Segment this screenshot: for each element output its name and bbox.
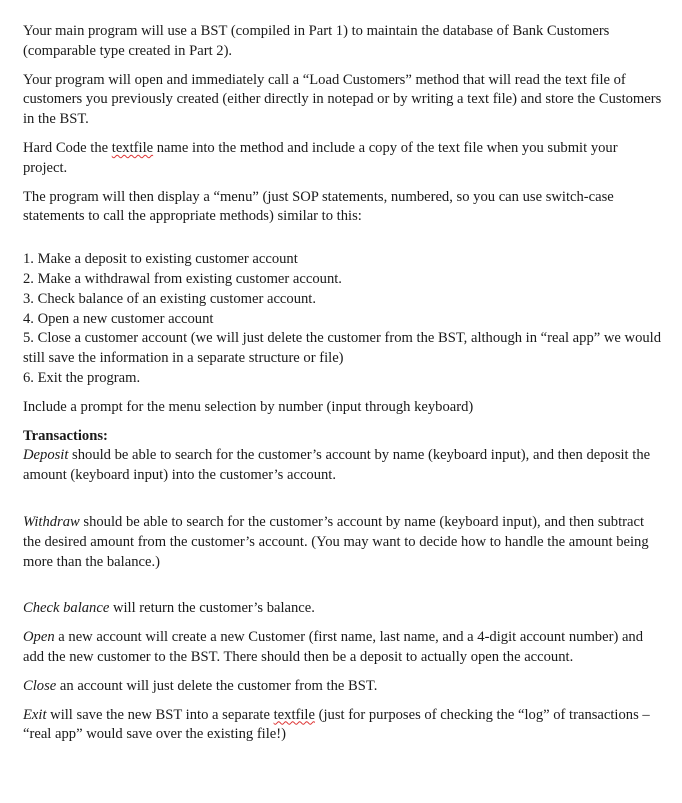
spacer [23, 581, 662, 599]
open-text: a new account will create a new Customer (first name, last name, and a 4-digit account number) and add the new customer to the BST. There should then be a deposit to actually open the account. [23, 629, 644, 665]
close-paragraph [23, 677, 662, 697]
exit-term: Exit [23, 706, 47, 723]
menu-item-withdrawal: 2. Make a withdrawal from existing customer account. [23, 270, 342, 287]
close-term: Close [23, 677, 57, 694]
hardcode-text-after: name into the method and include a copy of the text file when you submit your project. [23, 139, 618, 176]
deposit-term: Deposit [23, 447, 69, 464]
intro-paragraph: Your main program will use a BST (compiled in Part 1) to maintain the database of Bank Customers (comparable type created in Part 2). [23, 23, 610, 59]
check-balance-text: will return the customer’s balance. [109, 600, 315, 617]
deposit-paragraph [23, 447, 650, 483]
spellcheck-word-textfile-2: textfile [273, 706, 315, 723]
menu-item-open-account: 4. Open a new customer account [23, 310, 214, 327]
open-term: Open [23, 629, 55, 646]
menu-item-close-account: 5. Close a customer account (we will just delete the customer from the BST, although in “real app” we would still save the information in a separate structure or file) [23, 330, 662, 367]
spacer [23, 236, 662, 250]
open-paragraph [23, 628, 662, 668]
prompt-paragraph: Include a prompt for the menu selection by number (input through keyboard) [23, 398, 474, 415]
withdraw-text: should be able to search for the customer’s account by name (keyboard input), and then subtract the desired amount from the customer’s account. (You may want to decide how to handle the amount being more than the balance.) [23, 513, 649, 570]
menu-item-deposit: 1. Make a deposit to existing customer account [23, 251, 298, 268]
deposit-text: should be able to search for the customer’s account by name (keyboard input), and then deposit the amount (keyboard input) into the customer’s account. [23, 447, 651, 484]
exit-text-before: will save the new BST into a separate [46, 706, 274, 723]
menu-list [23, 250, 662, 389]
transactions-section [23, 427, 662, 486]
withdraw-paragraph [23, 513, 662, 572]
transactions-heading: Transactions: [23, 427, 108, 444]
menu-intro-paragraph: The program will then display a “menu” (just SOP statements, numbered, so you can use switch-case statements to call the appropriate methods) similar to this: [23, 188, 614, 225]
hardcode-text-before: Hard Code the [23, 139, 112, 156]
exit-paragraph [23, 706, 662, 746]
check-balance-term: Check balance [23, 600, 110, 617]
hardcode-paragraph [23, 139, 662, 179]
load-customers-paragraph: Your program will open and immediately call a “Load Customers” method that will read the text file of customers you previously created (either directly in notepad or by writing a text file) and store the Customers in the BST. [23, 71, 662, 128]
close-text: an account will just delete the customer from the BST. [56, 677, 378, 694]
spacer [23, 495, 662, 513]
menu-item-check-balance: 3. Check balance of an existing customer account. [23, 290, 316, 307]
check-balance-paragraph [23, 599, 662, 619]
exit-text-after: (just for purposes of checking the “log” of transactions – “real app” would save over the existing file!) [23, 706, 650, 743]
withdraw-term: Withdraw [23, 513, 80, 530]
menu-item-exit: 6. Exit the program. [23, 369, 141, 386]
spellcheck-word-textfile: textfile [111, 139, 154, 156]
